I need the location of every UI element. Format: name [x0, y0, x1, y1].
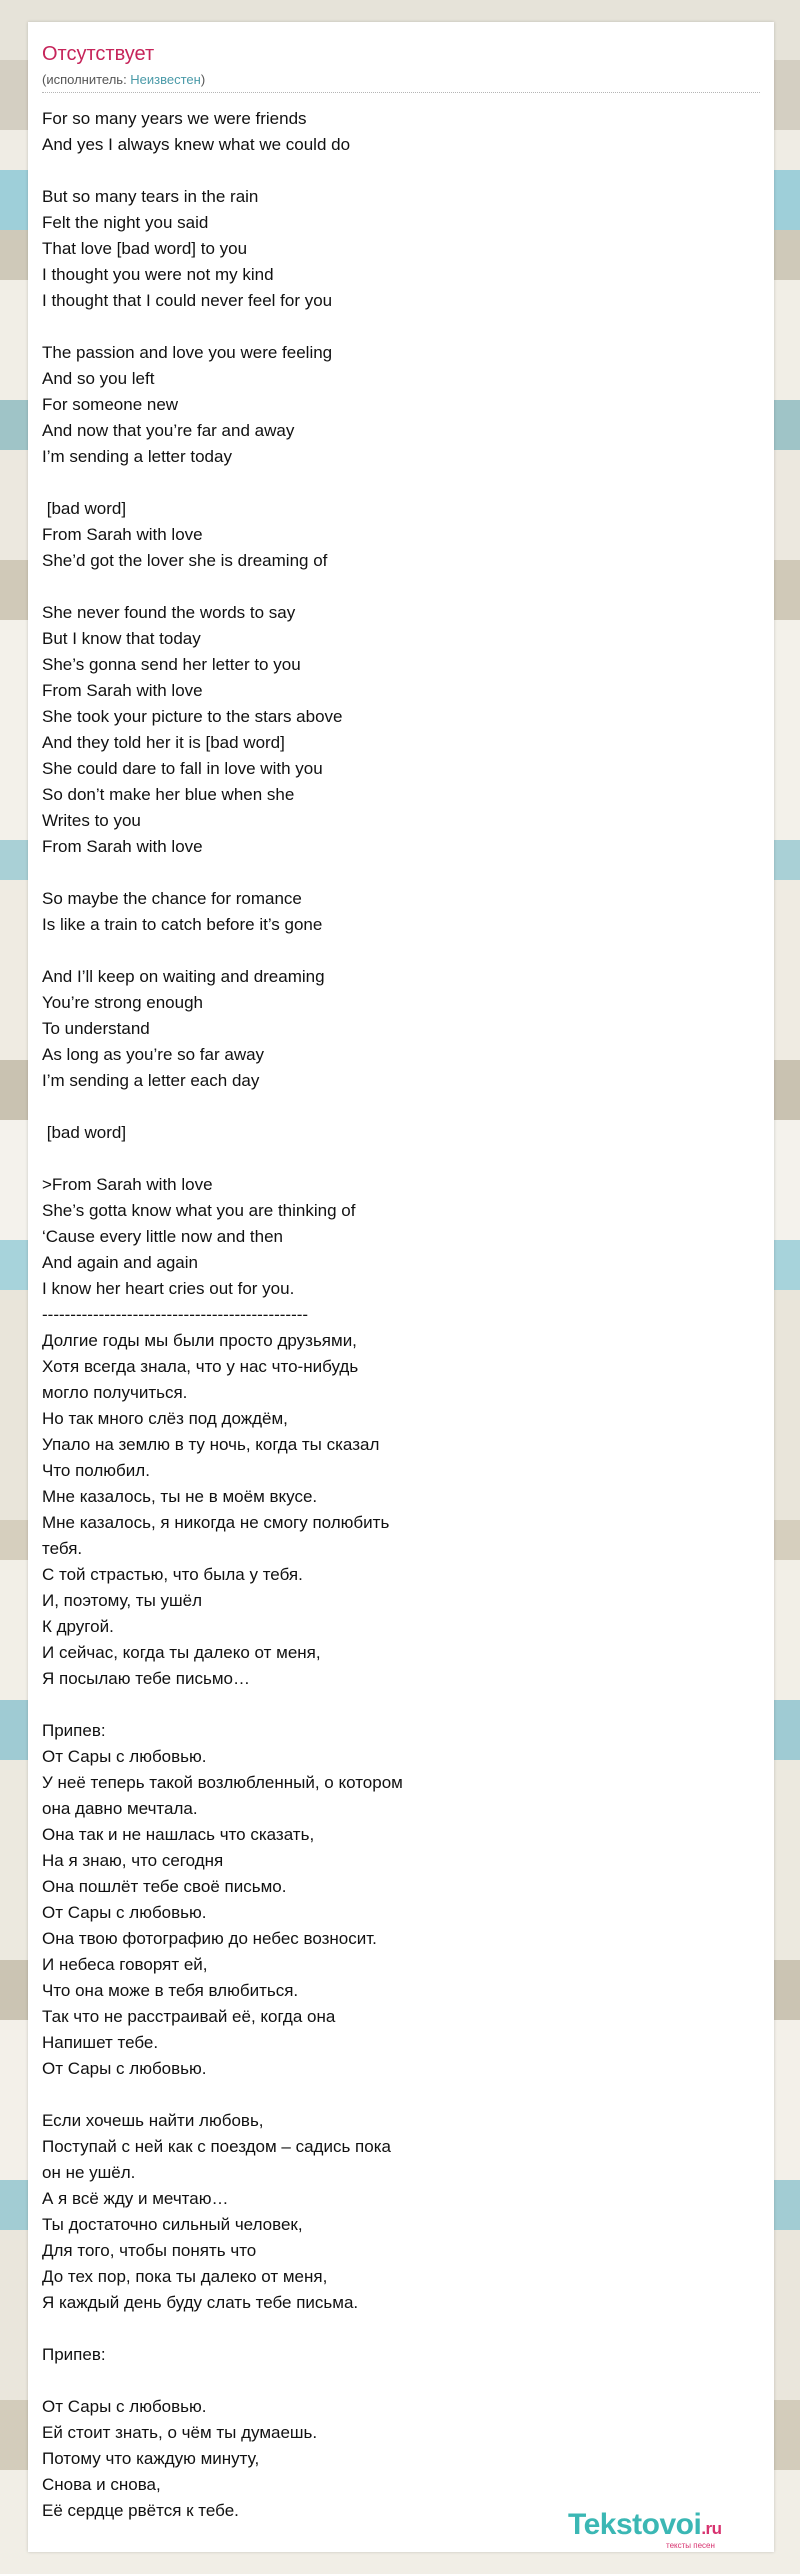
lyric-line: But so many tears in the rain — [42, 187, 259, 206]
lyric-line: But I know that today — [42, 629, 201, 648]
lyric-blank-line — [42, 158, 762, 184]
lyric-line: От Сары с любовью. — [42, 2059, 207, 2078]
lyric-line: And so you left — [42, 369, 155, 388]
lyric-line: Мне казалось, я никогда не смогу полюбить — [42, 1513, 390, 1532]
lyric-line: Но так много слёз под дождём, — [42, 1409, 288, 1428]
song-title: Отсутствует — [42, 43, 155, 65]
lyric-line: Снова и снова, — [42, 2475, 161, 2494]
lyric-line: She took your picture to the stars above — [42, 707, 343, 726]
lyric-line: ‘Cause every little now and then — [42, 1227, 283, 1246]
lyric-line: Она пошлёт тебе своё письмо. — [42, 1877, 287, 1896]
lyric-line: For someone new — [42, 395, 179, 414]
lyric-line: Упало на землю в ту ночь, когда ты сказал — [42, 1435, 380, 1454]
lyric-line: From Sarah with love — [42, 525, 203, 544]
lyric-line: От Сары с любовью. — [42, 1903, 207, 1922]
lyric-line: She never found the words to say — [42, 603, 296, 622]
lyric-line: она давно мечтала. — [42, 1799, 198, 1818]
lyric-line: She’s gotta know what you are thinking of — [42, 1201, 356, 1220]
lyric-line: You’re strong enough — [42, 993, 204, 1012]
lyric-blank-line — [42, 1094, 762, 1120]
lyric-line: I’m sending a letter today — [42, 447, 232, 466]
lyric-blank-line — [42, 938, 762, 964]
lyric-line: Writes to you — [42, 811, 141, 830]
lyric-line: могло получиться. — [42, 1383, 188, 1402]
lyric-line: тебя. — [42, 1539, 83, 1558]
lyric-line: До тех пор, пока ты далеко от меня, — [42, 2267, 328, 2286]
lyric-line: Ей стоит знать, о чём ты думаешь. — [42, 2423, 318, 2442]
lyrics-text — [42, 106, 762, 2524]
lyric-line: That love [bad word] to you — [42, 239, 248, 258]
lyric-line: Припев: — [42, 2345, 106, 2364]
lyric-line: Её сердце рвётся к тебе. — [42, 2501, 239, 2520]
lyric-blank-line — [42, 860, 762, 886]
lyric-line: She could dare to fall in love with you — [42, 759, 323, 778]
lyric-line: I thought you were not my kind — [42, 265, 274, 284]
lyric-line: И сейчас, когда ты далеко от меня, — [42, 1643, 321, 1662]
lyric-line: Для того, чтобы понять что — [42, 2241, 257, 2260]
artist-suffix: ) — [200, 72, 206, 87]
lyric-line: Она твою фотографию до небес возносит. — [42, 1929, 377, 1948]
lyric-line: Если хочешь найти любовь, — [42, 2111, 264, 2130]
lyric-line: She’d got the lover she is dreaming of — [42, 551, 328, 570]
artist-link[interactable]: Неизвестен — [130, 72, 201, 87]
lyric-blank-line — [42, 2316, 762, 2342]
lyric-line: She’s gonna send her letter to you — [42, 655, 301, 674]
lyric-line: Напишет тебе. — [42, 2033, 159, 2052]
lyric-line: Is like a train to catch before it’s gone — [42, 915, 323, 934]
lyric-line: And again and again — [42, 1253, 198, 1272]
lyric-blank-line — [42, 2082, 762, 2108]
lyric-line: От Сары с любовью. — [42, 2397, 207, 2416]
lyric-line: And yes I always knew what we could do — [42, 135, 351, 154]
lyric-line: От Сары с любовью. — [42, 1747, 207, 1766]
lyric-line: На я знаю, что сегодня — [42, 1851, 224, 1870]
lyric-line: And they told her it is [bad word] — [42, 733, 285, 752]
artist-prefix: (исполнитель: — [42, 72, 131, 87]
lyric-line: I thought that I could never feel for you — [42, 291, 333, 310]
lyric-line: Что она може в тебя влюбиться. — [42, 1981, 299, 2000]
lyric-line: For so many years we were friends — [42, 109, 307, 128]
lyric-blank-line — [42, 1692, 762, 1718]
lyric-line: И небеса говорят ей, — [42, 1955, 208, 1974]
lyric-line: Я каждый день буду слать тебе письма. — [42, 2293, 359, 2312]
lyric-line: Ты достаточно сильный человек, — [42, 2215, 303, 2234]
lyric-line: >From Sarah with love — [42, 1175, 213, 1194]
lyric-line: ----------------------------------------------- — [42, 1305, 309, 1324]
lyric-line: From Sarah with love — [42, 681, 203, 700]
lyric-line: Хотя всегда знала, что у нас что-нибудь — [42, 1357, 359, 1376]
lyric-line: And I’ll keep on waiting and dreaming — [42, 967, 325, 986]
title-divider — [42, 92, 760, 93]
lyric-line: Потому что каждую минуту, — [42, 2449, 260, 2468]
lyrics-card — [28, 22, 774, 2552]
lyric-line: И, поэтому, ты ушёл — [42, 1591, 203, 1610]
lyric-blank-line — [42, 574, 762, 600]
lyric-blank-line — [42, 470, 762, 496]
lyric-line: From Sarah with love — [42, 837, 203, 856]
lyric-line: Так что не расстраивай её, когда она — [42, 2007, 336, 2026]
lyric-blank-line — [42, 1146, 762, 1172]
lyric-line: Поступай с ней как с поездом – садись пока — [42, 2137, 391, 2156]
lyric-line: As long as you’re so far away — [42, 1045, 265, 1064]
site-logo[interactable] — [568, 2508, 768, 2552]
lyric-line: Я посылаю тебе письмо… — [42, 1669, 251, 1688]
lyric-line: Felt the night you said — [42, 213, 209, 232]
lyric-line: To understand — [42, 1019, 150, 1038]
lyric-line: [bad word] — [42, 499, 127, 518]
lyric-line: I know her heart cries out for you. — [42, 1279, 295, 1298]
lyric-line: он не ушёл. — [42, 2163, 136, 2182]
lyric-line: Она так и не нашлась что сказать, — [42, 1825, 315, 1844]
lyric-line: А я всё жду и мечтаю… — [42, 2189, 229, 2208]
lyric-line: У неё теперь такой возлюбленный, о котором — [42, 1773, 403, 1792]
logo-tagline: тексты песен — [666, 2541, 715, 2550]
lyric-line: К другой. — [42, 1617, 114, 1636]
lyric-line: [bad word] — [42, 1123, 127, 1142]
lyric-line: Долгие годы мы были просто друзьями, — [42, 1331, 357, 1350]
artist-line — [42, 72, 205, 88]
logo-name: Tekstovoi — [568, 2508, 702, 2541]
lyric-blank-line — [42, 314, 762, 340]
lyric-line: And now that you’re far and away — [42, 421, 295, 440]
lyric-line: Мне казалось, ты не в моём вкусе. — [42, 1487, 318, 1506]
lyric-line: С той страстью, что была у тебя. — [42, 1565, 303, 1584]
logo-tld: .ru — [701, 2519, 722, 2538]
lyric-line: So maybe the chance for romance — [42, 889, 302, 908]
lyric-line: I’m sending a letter each day — [42, 1071, 260, 1090]
lyric-line: Что полюбил. — [42, 1461, 150, 1480]
lyric-blank-line — [42, 2368, 762, 2394]
lyric-line: The passion and love you were feeling — [42, 343, 333, 362]
lyric-line: So don’t make her blue when she — [42, 785, 295, 804]
lyric-line: Припев: — [42, 1721, 106, 1740]
